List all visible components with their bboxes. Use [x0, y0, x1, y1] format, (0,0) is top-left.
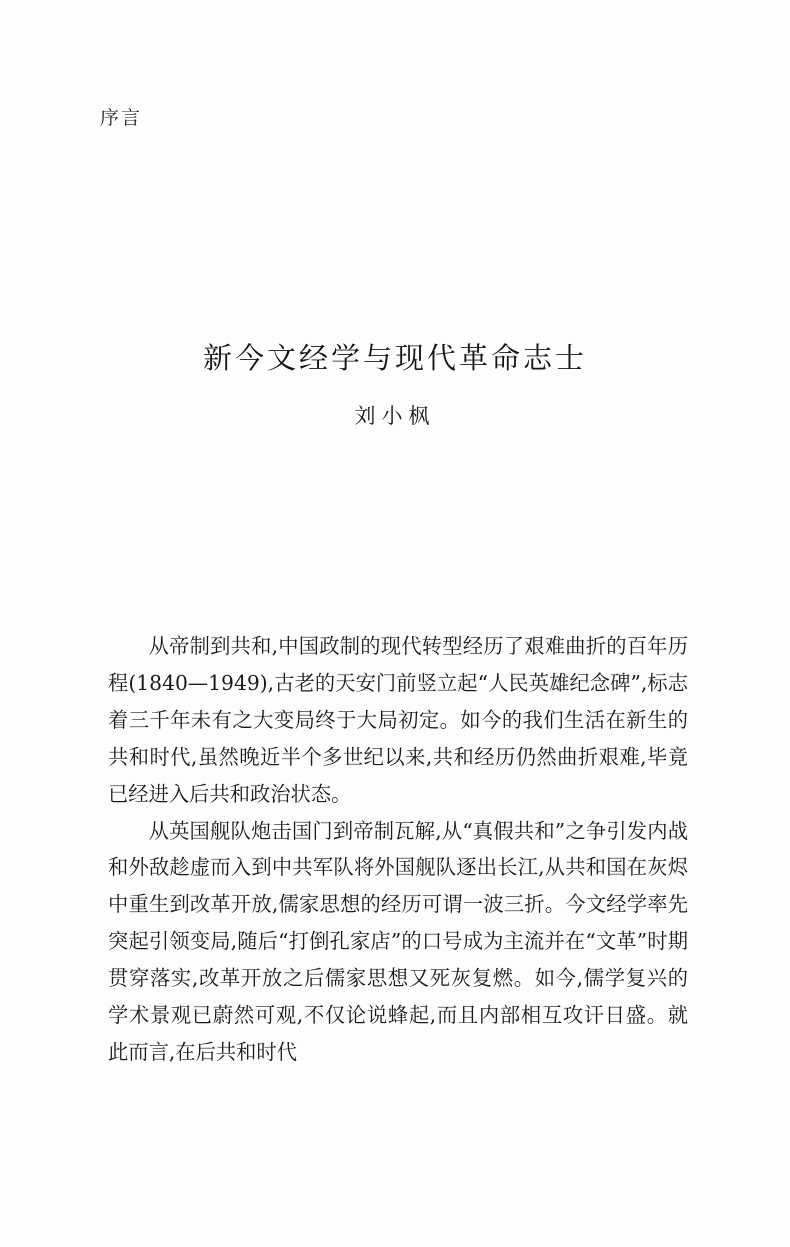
paragraph-1: 从帝制到共和,中国政制的现代转型经历了艰难曲折的百年历程(1840—1949),古老的天安门前竖立起“人民英雄纪念碑”,标志着三千年未有之大变局终于大局初定。如今的我们生活在新生的共和时代,虽然晚近半个多世纪以来,共和经历仍然曲折艰难,毕竟已经进入后共和政治状态。 — [108, 634, 688, 806]
paragraph-2: 从英国舰队炮击国门到帝制瓦解,从“真假共和”之争引发内战和外敌趁虚而入到中共军队将外国舰队逐出长江,从共和国在灰烬中重生到改革开放,儒家思想的经历可谓一波三折。今文经学率先突起引领变局,随后“打倒孔家店”的口号成为主流并在“文革”时期贯穿落实,改革开放之后儒家思想又死灰复燃。如今,儒学复兴的学术景观已蔚然可观,不仅论说蜂起,而且内部相互攻讦日盛。就此而言,在后共和时代 — [108, 818, 688, 1064]
article-body — [108, 628, 688, 1071]
article-author: 刘小枫 — [354, 404, 436, 428]
section-label: 序言 — [100, 107, 143, 129]
article-title: 新今文经学与现代革命志士 — [202, 341, 587, 375]
